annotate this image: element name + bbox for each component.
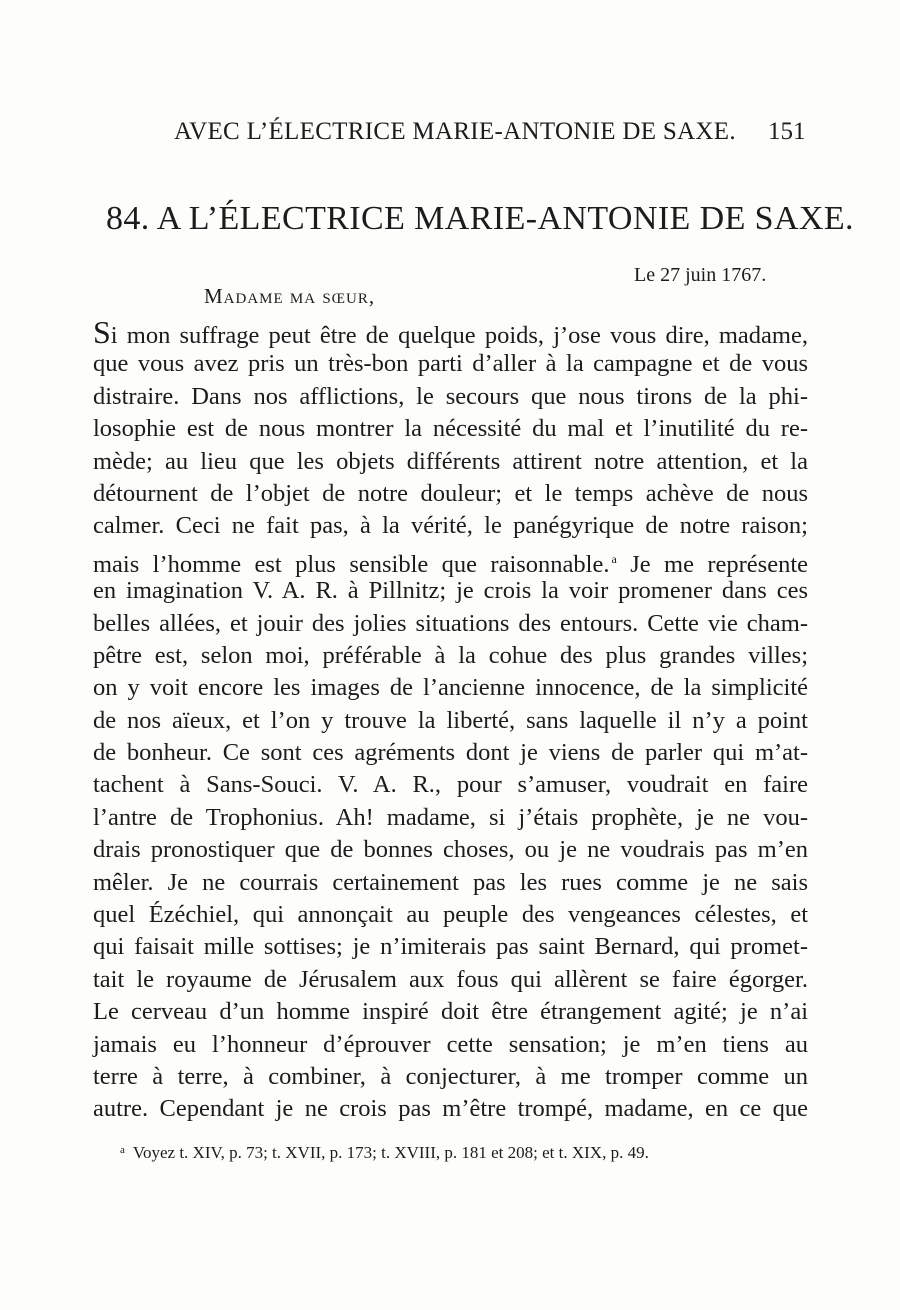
text-line: tachent à Sans-Souci. V. A. R., pour s’amuser, voudrait en faire	[93, 771, 808, 799]
text-line: de bonheur. Ce sont ces agréments dont je viens de parler qui m’at-	[93, 739, 808, 767]
text-line: mède; au lieu que les objets différents attirent notre attention, et la	[93, 447, 808, 475]
text-line: que vous avez pris un très-bon parti d’aller à la campagne et de vous	[93, 350, 808, 378]
letter-title: A L’ÉLECTRICE MARIE-ANTONIE DE SAXE.	[156, 200, 854, 237]
text-line: en imagination V. A. R. à Pillnitz; je crois la voir promener dans ces	[93, 577, 808, 605]
footnote	[120, 1143, 649, 1163]
text-line: jamais eu l’honneur d’éprouver cette sensation; je m’en tiens au	[93, 1030, 808, 1058]
text-line: l’antre de Trophonius. Ah! madame, si j’étais prophète, je ne vou-	[93, 803, 808, 831]
text-line: terre à terre, à combiner, à conjecturer, à me tromper comme un	[93, 1062, 808, 1090]
letter-number: 84.	[106, 200, 150, 237]
text-line: calmer. Ceci ne fait pas, à la vérité, le panégyrique de notre raison;	[93, 512, 808, 540]
text-line: quel Ézéchiel, qui annonçait au peuple des vengeances célestes, et	[93, 901, 808, 929]
page-number: 151	[768, 118, 806, 145]
text-line: on y voit encore les images de l’ancienne innocence, de la simplicité	[93, 674, 808, 702]
text-line: Le cerveau d’un homme inspiré doit être étrangement agité; je n’ai	[93, 998, 808, 1026]
text-line: détournent de l’objet de notre douleur; et le temps achève de nous	[93, 479, 808, 507]
text-line: de nos aïeux, et l’on y trouve la liberté, sans laquelle il n’y a point	[93, 706, 808, 734]
text-line: drais pronostiquer que de bonnes choses, ou je ne voudrais pas m’en	[93, 836, 808, 864]
footnote-reference: a	[611, 551, 617, 566]
text-line: pêtre est, selon moi, préférable à la cohue des plus grandes villes;	[93, 641, 808, 669]
drop-cap: S	[93, 314, 111, 350]
letter-heading	[106, 200, 854, 238]
footnote-text: Voyez t. XIV, p. 73; t. XVII, p. 173; t. XVIII, p. 181 et 208; et t. XIX, p. 49.	[132, 1143, 649, 1162]
text-line: Si mon suffrage peut être de quelque poids, j’ose vous dire, madame,	[93, 314, 808, 350]
running-head: AVEC L’ÉLECTRICE MARIE-ANTONIE DE SAXE.	[174, 118, 736, 145]
text-line: mais l’homme est plus sensible que raisonnable. $^a$ Je me représente	[93, 550, 808, 578]
text-line: mêler. Je ne courrais certainement pas les rues comme je ne sais	[93, 868, 808, 896]
text-line: distraire. Dans nos afflictions, le secours que nous tirons de la phi-	[93, 382, 808, 410]
letter-date: Le 27 juin 1767.	[634, 264, 767, 286]
text-line: qui faisait mille sottises; je n’imiterais pas saint Bernard, qui promet-	[93, 933, 808, 961]
text-line: losophie est de nous montrer la nécessité du mal et l’inutilité du re-	[93, 415, 808, 443]
text-line: autre. Cependant je ne crois pas m’être trompé, madame, en ce que	[93, 1095, 808, 1123]
text-line: tait le royaume de Jérusalem aux fous qui allèrent se faire égorger.	[93, 965, 808, 993]
footnote-marker: a	[120, 1144, 125, 1156]
letter-body	[93, 316, 808, 1126]
text-line: belles allées, et jouir des jolies situations des entours. Cette vie cham-	[93, 609, 808, 637]
salutation: Madame ma sœur,	[204, 284, 376, 308]
